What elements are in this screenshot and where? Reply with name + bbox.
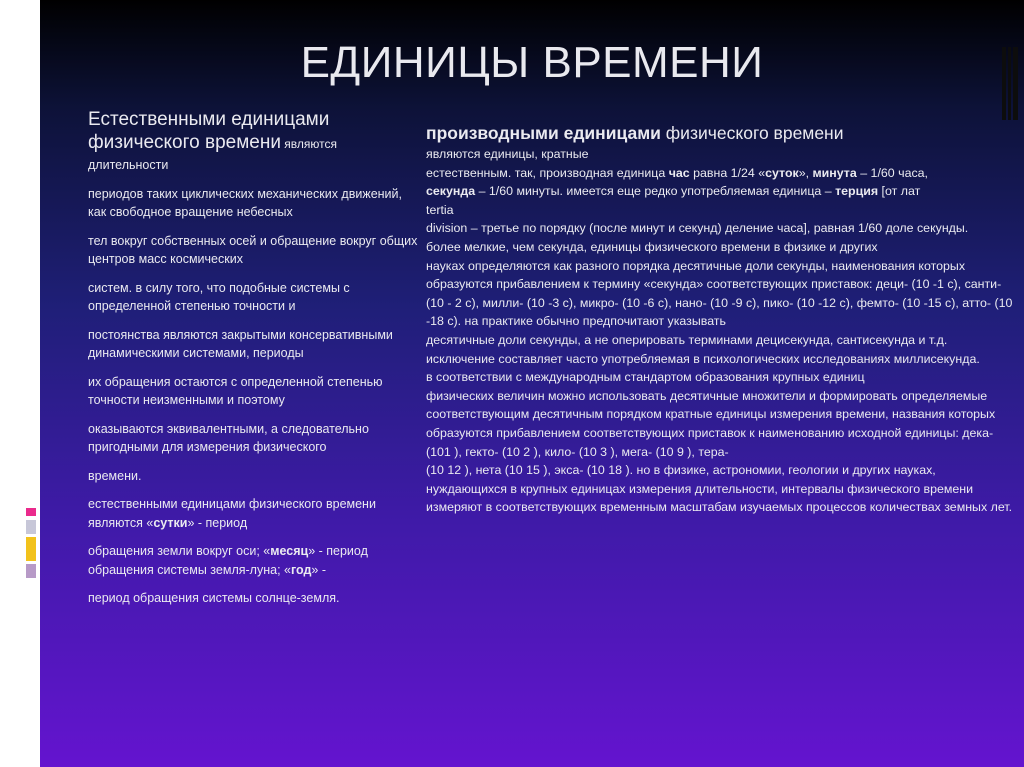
- term-minuta: минута: [812, 165, 857, 180]
- term-chas: час: [668, 165, 690, 180]
- left-text-mesyats: [88, 542, 418, 579]
- left-margin: [0, 0, 40, 767]
- term-tertsiya: терция: [835, 184, 879, 199]
- right-text: tertia: [426, 202, 454, 217]
- right-text: исключение составляет часто употребляемая в психологических исследованиях миллисекунда.: [426, 351, 980, 366]
- text-run: – 1/60 минуты. имеется еще редко употребляемая единица –: [475, 184, 836, 199]
- slide-title: ЕДИНИЦЫ ВРЕМЕНИ: [300, 38, 764, 87]
- term-sutok: суток: [765, 165, 799, 180]
- slide: [40, 0, 1024, 767]
- right-heading-bold: производными единицами: [426, 123, 661, 143]
- text-run: естественным. так, производная единица: [426, 165, 669, 180]
- text-run: естественными единицами физического времени являются «: [88, 497, 376, 530]
- left-heading-big: Естественными единицами физического времени: [88, 109, 330, 153]
- right-column: [426, 122, 1016, 517]
- right-text: более мелкие, чем секунда, единицы физического времени в физике и других: [426, 239, 878, 254]
- left-text: оказываются эквивалентными, а следовательно пригодными для измерения физического: [88, 421, 369, 454]
- right-text: (10 12 ), нета (10 15 ), экса- (10 18 ). но в физике, астрономии, геологии и других науках, нуждающихся в крупных единицах измерения длительности, интервалы физического времени измеряют в соответствующих временным масштабам изучаемых процессов количествах земных лет.: [426, 463, 1013, 515]
- left-text: период обращения системы солнце-земля.: [88, 591, 340, 605]
- term-mesyats: месяц: [270, 544, 309, 558]
- left-text: тел вокруг собственных осей и обращение вокруг общих центров масс космических: [88, 233, 418, 266]
- left-text-sutki: [88, 495, 418, 532]
- right-text: division – третье по порядку (после минут и секунд) деление часа], равная 1/60 доле секунды.: [426, 221, 969, 236]
- text-run: равна 1/24 «: [689, 165, 766, 180]
- term-god: год: [290, 562, 312, 577]
- accent-strip-lilac: [26, 564, 36, 578]
- accent-strip-gray: [26, 520, 36, 534]
- right-text: десятичные доли секунды, а не оперировать терминами децисекунда, сантисекунда и т.д.: [426, 332, 948, 347]
- text-run: » - период обращения системы земля-луна; «: [88, 544, 368, 577]
- right-heading: [426, 122, 1016, 145]
- text-run: [от лат: [878, 184, 921, 199]
- right-text: физических величин можно использовать десятичные множители и формировать определяемые соответствующим десятичным порядком кратные единицы измерения времени, названия которых образуются прибавлением соответствующих приставок к наименованию исходной единицы: дека- (101 ), гекто- (10 2 ), кило- (10 3 ), мега- (10 9 ), тера-: [426, 388, 996, 459]
- left-text: их обращения остаются с определенной степенью точности неизменными и поэтому: [88, 374, 383, 407]
- right-text: науках определяются как разного порядка десятичные доли секунды, наименования которых образуются прибавлением к термину «секунда» соответствующих приставок: деци- (10 -1 с), санти- (10 - 2 с), милли- (10 -3 с), микро- (10 -6 с), нано- (10 -9 с), пико- (10 -12 с), фемто- (10 -15 с), атто- (10 -18 с). на практике обычно предпочитают указывать: [426, 258, 1013, 329]
- left-text: длительности: [88, 158, 169, 172]
- right-text-second: [426, 182, 1016, 201]
- text-run: – 1/60 часа,: [856, 165, 928, 180]
- term-sekunda: секунда: [426, 184, 476, 199]
- left-text: систем. в силу того, что подобные системы с определенной степенью точности и: [88, 280, 350, 313]
- right-text: являются единицы, кратные: [426, 147, 589, 161]
- left-heading-small: являются: [280, 137, 337, 151]
- left-heading: [88, 108, 418, 156]
- term-sutki: сутки: [153, 515, 188, 530]
- decorative-bars: [1002, 47, 1020, 120]
- right-text: в соответствии с международным стандартом образования крупных единиц: [426, 370, 865, 385]
- text-run: » - период: [187, 515, 248, 530]
- left-column: [88, 108, 418, 608]
- text-run: » -: [311, 562, 327, 577]
- accent-strip-yellow: [26, 537, 36, 561]
- left-text: времени.: [88, 468, 142, 483]
- left-text: периодов таких циклических механических движений, как свободное вращение небесных: [88, 186, 402, 219]
- text-run: »,: [798, 165, 813, 180]
- right-heading-rest: физического времени: [660, 123, 844, 143]
- text-run: обращения земли вокруг оси; «: [88, 544, 271, 558]
- accent-strip-pink: [26, 508, 36, 516]
- right-text-hour: [426, 164, 1016, 183]
- left-text: постоянства являются закрытыми консервативными динамическими системами, периоды: [88, 327, 393, 360]
